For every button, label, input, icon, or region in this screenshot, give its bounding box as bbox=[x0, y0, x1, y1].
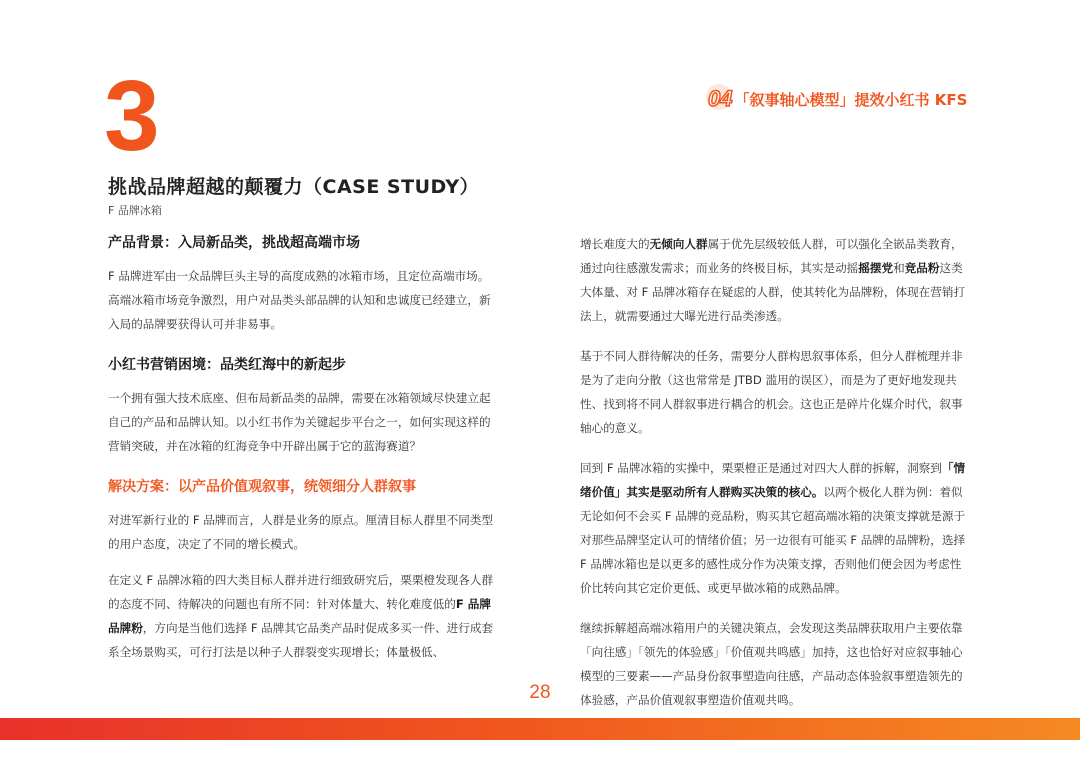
footer-gradient-bar bbox=[0, 718, 1080, 740]
paragraph-background: F 品牌进军由一众品牌巨头主导的高度成熟的冰箱市场，且定位高端市场。高端冰箱市场竞争激烈，用户对品类头部品牌的认知和忠诚度已经建立，新入局的品牌要获得认可并非易事。 bbox=[108, 269, 491, 331]
section-heading-solution: 解决方案：以产品价值观叙事，统领细分人群叙事 bbox=[108, 479, 416, 495]
chapter-tag bbox=[708, 86, 967, 112]
paragraph-solution-intro: 对进军新行业的 F 品牌而言，人群是业务的原点。厘清目标人群里不同类型的用户态度，决定了不同的增长模式。 bbox=[108, 513, 494, 551]
section-heading-dilemma: 小红书营销困境：品类红海中的新起步 bbox=[108, 357, 346, 373]
section-heading-background: 产品背景：入局新品类，挑战超高端市场 bbox=[108, 235, 360, 251]
paragraph-dilemma: 一个拥有强大技术底座、但布局新品类的品牌，需要在冰箱领域尽快建立起自己的产品和品牌认知。以小红书作为关键起步平台之一，如何实现这样的营销突破，并在冰箱的红海竞争中开辟出属于它的蓝海赛道？ bbox=[108, 391, 491, 453]
page-subtitle: F 品牌冰箱 bbox=[108, 204, 162, 217]
left-column bbox=[108, 232, 500, 676]
page-number: 28 bbox=[529, 682, 551, 703]
page-title: 挑战品牌超越的颠覆力（CASE STUDY） bbox=[108, 176, 480, 198]
chapter-number: 04 bbox=[708, 86, 733, 111]
paragraph-solution-detail: 在定义 F 品牌冰箱的四大类目标人群并进行细致研究后，栗栗橙发现各人群的态度不同、待解决的问题也有所不同：针对体量大、转化难度低的F 品牌品牌粉，方向是当他们选择 F 品牌其它品类产品时促成多买一件、进行成套系全场景购买，可行打法是以种子人群裂变实现增长；体量极低、 bbox=[108, 573, 494, 659]
paragraph-audience: 增长难度大的无倾向人群属于优先层级较低人群，可以强化全嵌品类教育，通过向往感激发需求；而业务的终极目标，其实是动摇摇摆党和竞品粉这类大体量、对 F 品牌冰箱存在疑虑的人群，使其转化为品牌粉，体现在营销打法上，就需要通过大曝光进行品类渗透。 bbox=[580, 237, 966, 323]
section-number: 3 bbox=[104, 60, 160, 172]
chapter-title: 「叙事轴心模型」提效小红书 KFS bbox=[734, 90, 968, 109]
right-column bbox=[580, 232, 972, 724]
paragraph-decision-points: 继续拆解超高端冰箱用户的关键决策点，会发现这类品牌获取用户主要依靠「向往感」「领先的体验感」「价值观共鸣感」加持，这也恰好对应叙事轴心模型的三要素——产品身份叙事塑造向往感，产品动态体验叙事塑造领先的体验感，产品价值观叙事塑造价值观共鸣。 bbox=[580, 621, 963, 707]
paragraph-narrative-system: 基于不同人群待解决的任务，需要分人群构思叙事体系，但分人群梳理并非是为了走向分散（这也常常是 JTBD 滥用的误区），而是为了更好地发现共性、找到将不同人群叙事进行耦合的机会。这也正是碎片化媒介时代，叙事轴心的意义。 bbox=[580, 349, 963, 435]
paragraph-practice: 回到 F 品牌冰箱的实操中，栗栗橙正是通过对四大人群的拆解，洞察到「情绪价值」其实是驱动所有人群购买决策的核心。以两个极化人群为例：着似无论如何不会买 F 品牌的竞品粉，购买其它超高端冰箱的决策支撑就是源于对那些品牌坚定认可的情绪价值；另一边很有可能买 F 品牌的品牌粉，选择 F 品牌冰箱也是以更多的感性成分作为决策支撑，否则他们便会因为考虑性价比转向其它定价更低、或更早做冰箱的成熟品牌。 bbox=[580, 461, 966, 595]
